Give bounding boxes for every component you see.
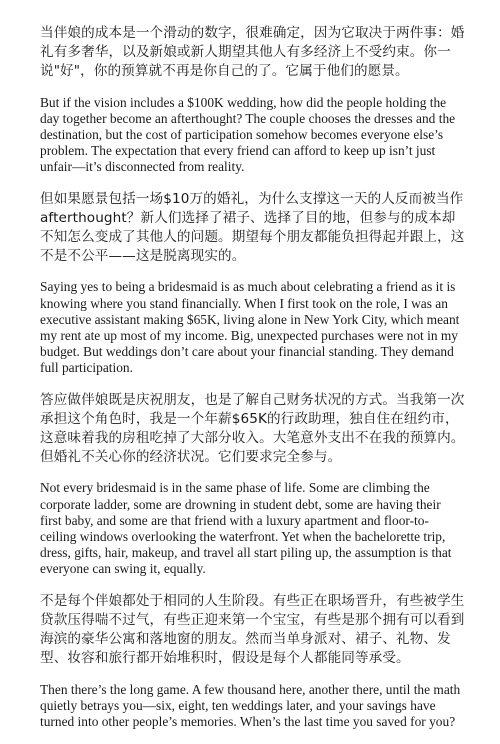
paragraph-en-1: But if the vision includes a $100K wedding, how did the people holding the day together become an afterthought? The couple chooses the dresses and the destination, but the cost of participation somehow becomes everyone else’s problem. The expectation that every friend can afford to keep up isn’t just unfair—it’s disconnected from reality. <box>40 94 456 175</box>
paragraph-zh-3: 答应做伴娘既是庆祝朋友，也是了解自己财务状况的方式。当我第一次承担这个角色时，我是一个年薪$65K的行政助理，独自住在纽约市，这意味着我的房租吃掉了大部分收入。大笔意外支出不在我的预算内。但婚礼不关心你的经济状况。它们要求完全参与。 <box>40 391 465 466</box>
paragraph-en-3: Not every bridesmaid is in the same phase of life. Some are climbing the corporate ladder, some are drowning in student debt, some are having their first baby, and some are that friend with a luxury apartment and floor-to-ceiling windows overlooking the waterfront. Yet when the bachelorette trip, dress, gifts, hair, makeup, and travel all start piling up, the assumption is that everyone can swing it, equally. <box>40 480 452 577</box>
paragraph-zh-4: 不是每个伴娘都处于相同的人生阶段。有些正在职场晋升，有些被学生贷款压得喘不过气，有些正迎来第一个宝宝，有些是那个拥有可以看到海滨的豪华公寓和落地窗的朋友。然而当单身派对、裙子、礼物、发型、妆容和旅行都开始堆积时，假设是每个人都能同等承受。 <box>40 592 465 667</box>
paragraph-zh-1: 当伴娘的成本是一个滑动的数字，很难确定，因为它取决于两件事：婚礼有多奢华，以及新娘或新人期望其他人有多经济上不受约束。你一说"好"，你的预算就不再是你自己的了。它属于他们的愿景。 <box>40 25 465 80</box>
paragraph-zh-2: 但如果愿景包括一场$10万的婚礼，为什么支撑这一天的人反而被当作afterthought？新人们选择了裙子、选择了目的地，但参与的成本却不知怎么变成了其他人的问题。期望每个朋友都能负担得起并跟上，这不是不公平——这是脱离现实的。 <box>40 190 465 265</box>
article-body <box>40 24 465 744</box>
paragraph-en-4: Then there’s the long game. A few thousand here, another there, until the math quietly betrays you—six, eight, ten weddings later, and your savings have turned into other people’s memories. When’s the last time you saved for you? <box>40 681 461 729</box>
paragraph-en-2: Saying yes to being a bridesmaid is as much about celebrating a friend as it is knowing where you stand financially. When I first took on the role, I was an executive assistant making $65K, living alone in New York City, which meant my rent ate up most of my income. Big, unexpected purchases were not in my budget. But weddings don’t care about your financial standing. They demand full participation. <box>40 279 460 376</box>
